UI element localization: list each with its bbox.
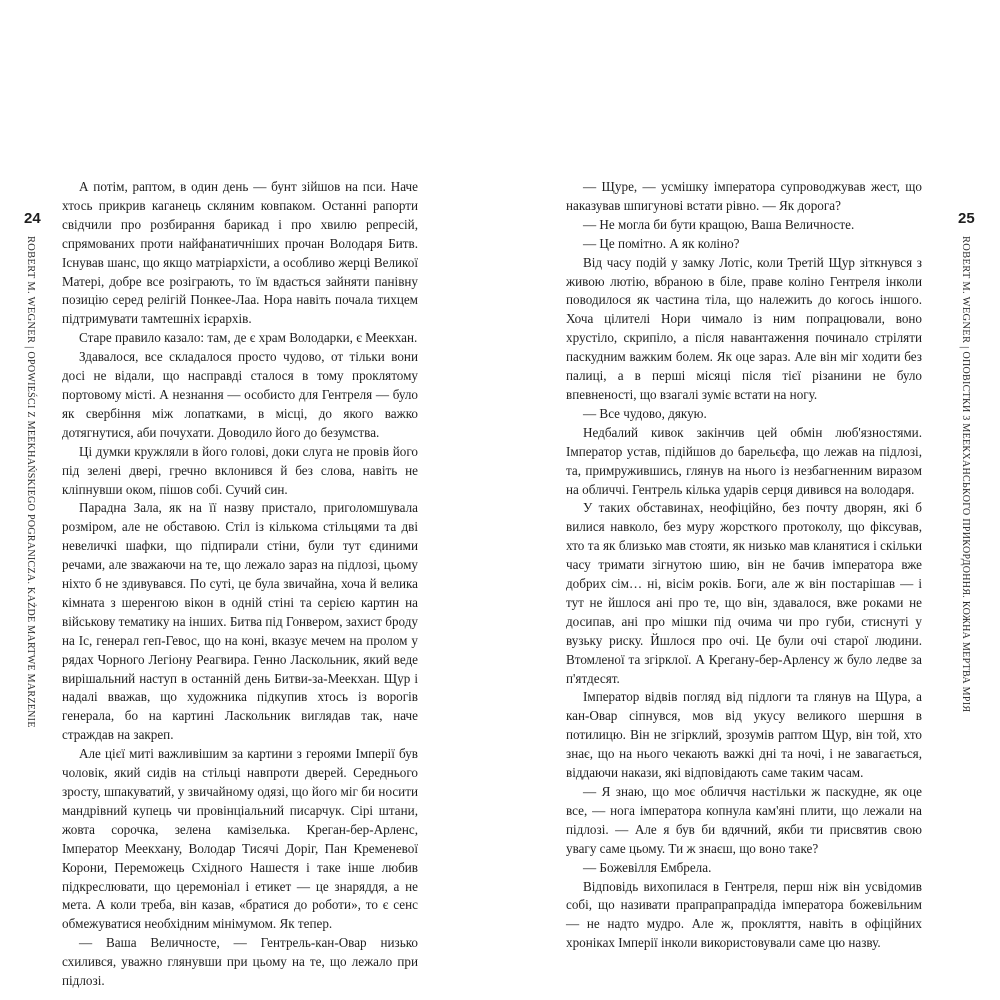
running-author: ROBERT M. WEGNER (25, 236, 36, 344)
running-title: OPOWIEŚCI Z MEEKHAŃSKIEGO POGRANICZA. KAŻDE MARTWE MARZENIE (25, 351, 36, 728)
paragraph: Парадна Зала, як на її назву пристало, приголомшувала розміром, але не обставою. Стіл із кількома стільцями та дві невеличкі шафки, що підпирали стіни, були тут єдиними речами, але зважаючи на те, що лежало зараз на підлозі, цьому ніхто б не здивувався. По суті, це була звичайна, хоча й велика кімната з шеренгою вікон в одній стіні та серією картин на військову тематику на інших. Битва під Гонвером, захист броду на Іс, генерал геп-Гевос, що на коні, вказує мечем на пролом у рядах Чорного Легіону Реагвира. Генно Ласкольник, який веде вирішальний наступ в останній день Битви-за-Меекхан. Щур і надалі вважав, що художника підкупив хтось із ворогів генерала, бо на картині Ласкольник виглядав так, наче страждав на закреп. (62, 500, 418, 743)
paragraph: Ці думки кружляли в його голові, доки слуга не провів його під зелені двері, гречно вклонився й без слова, навіть не кліпнувши оком, пішов собі. Сучий син. (62, 443, 418, 497)
paragraph: — Все чудово, дякую. (583, 405, 707, 421)
running-title: ОПОВІСТКИ З МЕЕКХАНСЬКОГО ПРИКОРДОННЯ. КОЖНА МЕРТВА МРІЯ (960, 351, 971, 713)
running-separator: | (959, 346, 971, 349)
paragraph: — Це помітно. А як коліно? (583, 235, 740, 251)
paragraph: — Ваша Величносте, — Гентрель-кан-Овар низько схилився, уважно глянувши при цьому на те, що лежало при підлозі. (62, 935, 418, 989)
paragraph: — Щуре, — усмішку імператора супроводжував жест, що наказував шпигунові встати рівно. — Як дорога? (566, 179, 922, 213)
running-author: ROBERT M. WEGNER (960, 236, 971, 344)
running-header-left (22, 236, 38, 728)
page-number-left: 24 (24, 210, 41, 227)
paragraph: А потім, раптом, в один день — бунт зійшов на пси. Наче хтось прикрив каганець скляним ковпаком. Останні рапорти свідчили про розбирання барикад і про хвилю репресій, спрямованих проти найфанатичніших прочан Володаря Битв. Існував шанс, що якщо матріархісти, а особливо жерці Великої Матері, добре все розіграють, то їм вдасться зайняти панівну позицію серед релігій Понкее-Лаа. Нора навіть почала тихцем підтримувати тамтешніх ієрархів. (62, 179, 418, 327)
paragraph: Але цієї миті важливішим за картини з героями Імперії був чоловік, який сидів на стільці навпроти дверей. Середнього зросту, шпакуватий, у звичайному одязі, що його міг би носити мандрівний купець чи провінціальний писарчук. Сірі штани, жовта сорочка, зелена камізелька. Креган-бер-Арленс, Імператор Меекхану, Володар Тисячі Доріг, Пан Кременевої Корони, Переможець Східного Нашестя і таке інше любив підкреслювати, що церемоніал і етикет — це знаряддя, а не мета. А коли треба, він казав, «братися до роботи», то є сенс обмежуватися необхідним мінімумом. Як тепер. (62, 746, 418, 932)
running-header-right (957, 236, 973, 713)
paragraph: — Не могла би бути кращою, Ваша Величносте. (583, 216, 855, 232)
paragraph: — Я знаю, що моє обличчя настільки ж паскудне, як оце все, — нога імператора копнула кам'яні плити, що лежали на підлозі. — Але я був би вдячний, якби ти присвятив свою увагу саме цьому. Ти ж знаєш, що воно таке? (566, 784, 922, 856)
paragraph: Імператор відвів погляд від підлоги та глянув на Щура, а кан-Овар сіпнувся, мов від укусу великого шершня в потилицю. Він не згірклий, зрозумів раптом Щур, він той, хто знає, що на нього чекають важкі дні та ночі, і не завагається, віддаючи накази, які відповідають саме таким часам. (566, 689, 922, 781)
left-page-text (62, 178, 418, 991)
paragraph: Недбалий кивок закінчив цей обмін люб'язностями. Імператор устав, підійшов до барельєфа, що лежав на підлозі, та, примружившись, глянув на нього із незбагненним виразом на обличчі. Гентрель кілька ударів серця дивився на володаря. (566, 424, 922, 497)
paragraph: Від часу подій у замку Лотіс, коли Третій Щур зіткнувся з живою лютію, вбраною в біле, праве коліно Гентреля інколи поводилося як частина тіла, що належить до когось іншого. Хоча цілителі Нори чимало із ним попрацювали, воно хрустіло, скрипіло, а після навантаження починало стріляти паскудним важким болем. Як оце зараз. Але він міг ходити без палиці, а в перші місяці після тієї різанини не було впевненості, що взагалі зуміє встати на ногу. (566, 254, 922, 402)
paragraph: У таких обставинах, неофіційно, без почту дворян, які б вилися навколо, без муру жорсткого протоколу, що фіксував, хто та як близько мав стояти, як низько мав кланятися і скільки часу тримати зігнутою шию, він не бачив імператора вже добрих сім… ні, вісім років. Боги, але ж він постарішав — і тут не йшлося ані про те, що він, здавалося, вже роками не досипав, ані про мішки під очима чи про губи, стиснуті у вузьку риску. Йшлося про очі. Це були очі старої людини. Втомленої та згірклої. А Крегану-бер-Арленсу ж було ледве за п'ятдесят. (566, 500, 922, 686)
right-page-text (566, 178, 922, 953)
paragraph: Старе правило казало: там, де є храм Володарки, є Меекхан. (79, 330, 418, 346)
running-separator: | (24, 346, 36, 349)
page-number-right: 25 (958, 210, 975, 227)
paragraph: Здавалося, все складалося просто чудово, от тільки вони досі не відали, що насправді сталося в тому проклятому портовому місті. А незнання — особисто для Гентреля — було як свербіння між лопатками, в місці, до якого важко дотягнутися, аби почухати. Доводило його до безумства. (62, 349, 418, 440)
paragraph: — Божевілля Ембрела. (583, 859, 712, 875)
paragraph: Відповідь вихопилася в Гентреля, перш ніж він усвідомив собі, що називати прапрапрапрадіда імператора божевільним — не надто мудро. Але ж, прокляття, навіть в офіційних хроніках Імперії інколи використовували саме цю назву. (566, 878, 922, 951)
